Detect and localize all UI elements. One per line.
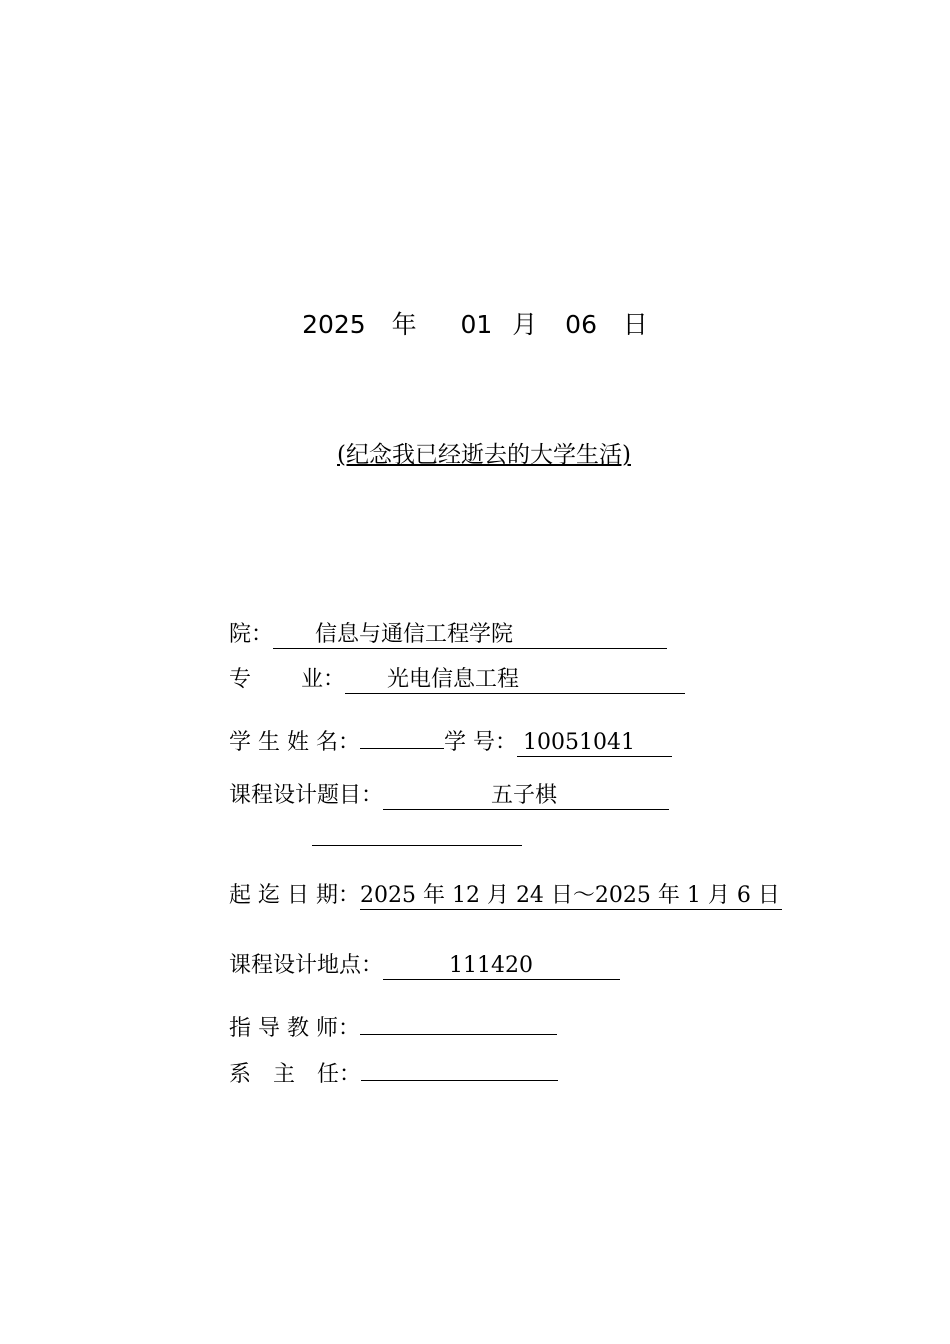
student-id-label: 学 号：	[443, 730, 517, 755]
date-month-unit: 月	[512, 310, 538, 339]
advisor-label: 指 导 教 师：	[229, 1016, 360, 1041]
student-name-label: 学 生 姓 名：	[229, 730, 360, 755]
student-id-value: 10051041	[522, 730, 635, 755]
student-id-line	[517, 730, 672, 757]
topic-label: 课程设计题目：	[229, 783, 384, 808]
date-day-unit: 日	[622, 310, 648, 339]
date-day: 06	[565, 310, 597, 339]
topic-value-line	[383, 783, 669, 810]
advisor-value-line	[360, 1008, 557, 1035]
topic-value: 五子棋	[491, 783, 558, 808]
subtitle: (纪念我已经逝去的大学生活)	[337, 442, 631, 468]
director-value-line	[361, 1054, 558, 1081]
location-field	[229, 951, 620, 981]
director-field	[229, 1054, 558, 1090]
location-value-line	[383, 953, 620, 980]
student-field	[229, 722, 672, 758]
major-label-a: 专	[229, 667, 252, 692]
student-name-line	[360, 722, 444, 749]
date-line	[0, 305, 950, 341]
period-field	[229, 881, 782, 911]
college-value: 信息与通信工程学院	[315, 622, 514, 647]
location-label: 课程设计地点：	[229, 953, 384, 978]
major-value: 光电信息工程	[387, 667, 520, 692]
date-month: 01	[460, 310, 493, 339]
period-label: 起 迄 日 期：	[229, 883, 360, 908]
college-field	[229, 620, 667, 650]
college-value-line	[273, 622, 667, 649]
date-year: 2025	[302, 310, 366, 339]
major-value-line	[345, 667, 685, 694]
topic-second-line	[312, 845, 522, 846]
director-label: 系 主 任：	[229, 1062, 362, 1087]
topic-field	[229, 781, 669, 811]
major-field	[229, 665, 685, 695]
advisor-field	[229, 1008, 557, 1044]
period-value: 2025 年 12 月 24 日～2025 年 1 月 6 日	[359, 883, 780, 908]
location-value: 111420	[449, 953, 533, 978]
date-year-unit: 年	[391, 310, 417, 339]
major-label-b: 业：	[301, 667, 346, 692]
college-label: 院：	[229, 622, 274, 647]
